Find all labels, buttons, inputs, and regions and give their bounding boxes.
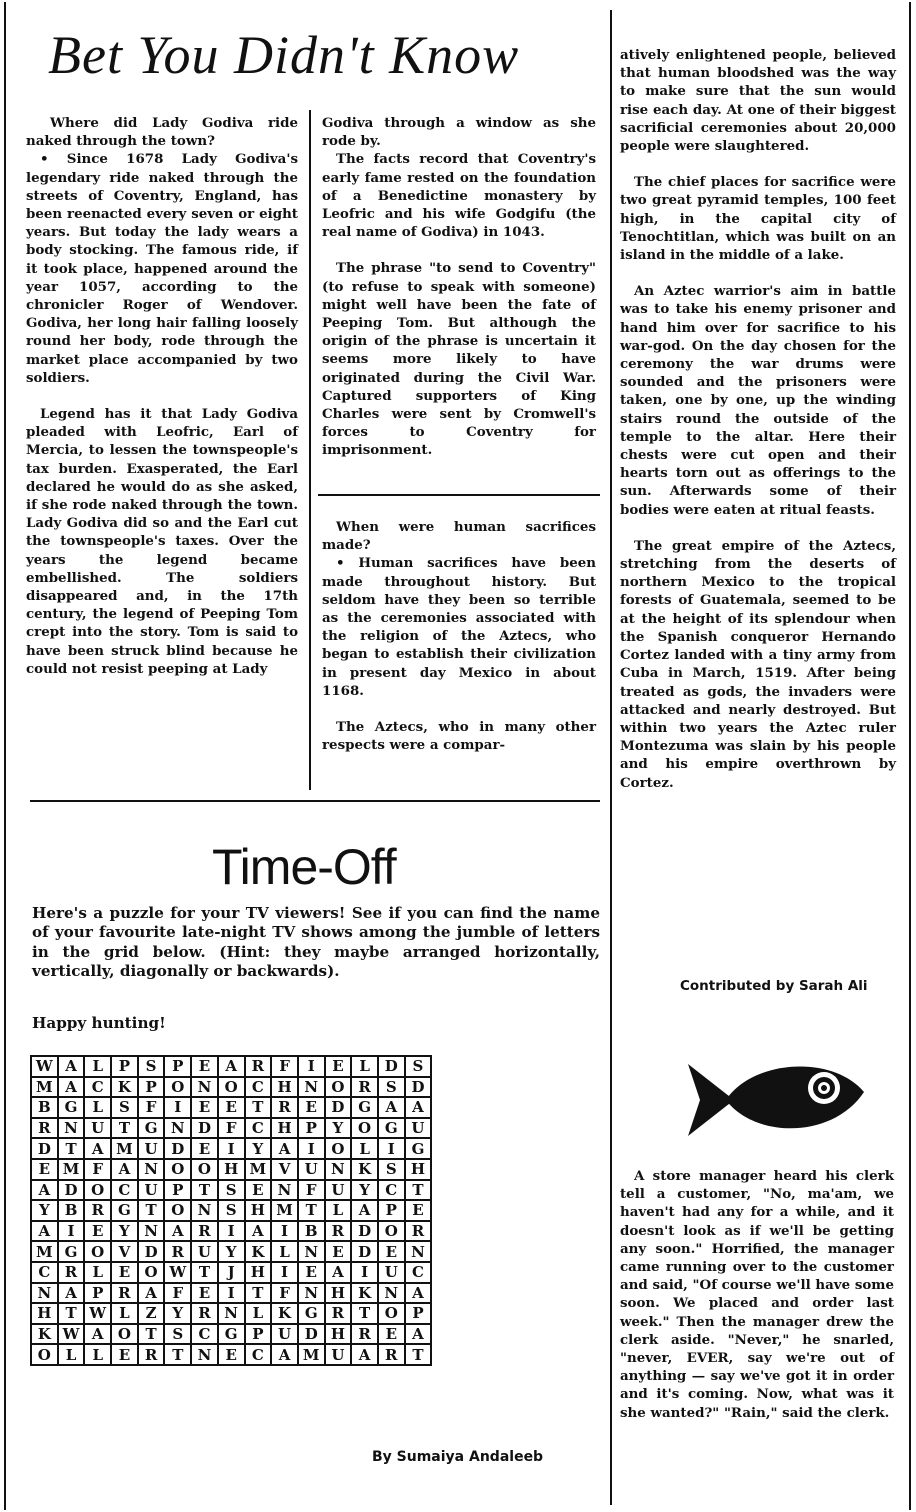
grid-cell: R <box>111 1283 138 1304</box>
grid-cell: T <box>405 1344 432 1365</box>
grid-cell: S <box>164 1324 191 1345</box>
grid-cell: E <box>298 1097 325 1118</box>
grid-cell: D <box>351 1221 378 1242</box>
grid-cell: K <box>271 1303 298 1324</box>
grid-cell: I <box>271 1221 298 1242</box>
grid-row <box>31 1159 431 1180</box>
grid-cell: O <box>164 1200 191 1221</box>
grid-cell: H <box>218 1159 245 1180</box>
grid-cell: R <box>325 1221 352 1242</box>
grid-cell: E <box>191 1097 218 1118</box>
grid-cell: I <box>271 1262 298 1283</box>
grid-cell: U <box>138 1138 165 1159</box>
grid-cell: O <box>191 1159 218 1180</box>
grid-cell: O <box>351 1118 378 1139</box>
grid-cell: E <box>405 1200 432 1221</box>
grid-cell: A <box>164 1221 191 1242</box>
grid-cell: O <box>84 1180 111 1201</box>
article-title: Bet You Didn't Know <box>48 25 520 85</box>
grid-cell: D <box>164 1138 191 1159</box>
question-aztecs: When were human sacrifices made? <box>322 519 596 554</box>
joke-column <box>620 1167 894 1422</box>
grid-cell: F <box>271 1283 298 1304</box>
grid-cell: P <box>164 1180 191 1201</box>
grid-cell: H <box>271 1118 298 1139</box>
grid-cell: W <box>164 1262 191 1283</box>
grid-cell: E <box>191 1283 218 1304</box>
paragraph: The facts record that Coventry's early fame rested on the foundation of a Benedictine monastery by Leofric and his wife Godgifu (the real name of Godiva) in 1043. <box>322 151 596 241</box>
contributor-credit: Contributed by Sarah Ali <box>680 978 868 994</box>
grid-cell: P <box>245 1324 272 1345</box>
grid-cell: I <box>218 1138 245 1159</box>
grid-row <box>31 1241 431 1262</box>
grid-cell: P <box>405 1303 432 1324</box>
grid-row <box>31 1303 431 1324</box>
grid-cell: A <box>245 1221 272 1242</box>
grid-cell: R <box>325 1303 352 1324</box>
grid-row <box>31 1097 431 1118</box>
grid-cell: P <box>298 1118 325 1139</box>
grid-cell: A <box>405 1324 432 1345</box>
grid-cell: T <box>138 1200 165 1221</box>
grid-cell: P <box>138 1077 165 1098</box>
grid-cell: I <box>218 1283 245 1304</box>
grid-cell: U <box>325 1180 352 1201</box>
grid-cell: C <box>111 1180 138 1201</box>
grid-cell: O <box>218 1077 245 1098</box>
grid-cell: S <box>405 1056 432 1077</box>
grid-row <box>31 1200 431 1221</box>
grid-cell: C <box>245 1344 272 1365</box>
grid-cell: D <box>58 1180 85 1201</box>
grid-cell: W <box>31 1056 58 1077</box>
grid-cell: O <box>378 1303 405 1324</box>
paragraph: • Human sacrifices have been made throughout history. But seldom have they been so terrible as the ceremonies associated with the religion of the Aztecs, who began to establish their civilization in present day Mexico in about 1168. <box>322 555 596 699</box>
column-divider-right <box>610 10 612 1505</box>
grid-cell: R <box>191 1303 218 1324</box>
grid-cell: C <box>405 1262 432 1283</box>
grid-row <box>31 1262 431 1283</box>
grid-cell: C <box>191 1324 218 1345</box>
grid-cell: G <box>58 1097 85 1118</box>
fish-illustration <box>682 1052 868 1148</box>
grid-cell: T <box>138 1324 165 1345</box>
grid-row <box>31 1324 431 1345</box>
grid-cell: A <box>58 1283 85 1304</box>
grid-cell: A <box>351 1344 378 1365</box>
grid-cell: P <box>378 1200 405 1221</box>
grid-cell: L <box>84 1056 111 1077</box>
grid-cell: A <box>271 1138 298 1159</box>
grid-cell: Y <box>111 1221 138 1242</box>
grid-row <box>31 1118 431 1139</box>
grid-cell: N <box>138 1221 165 1242</box>
grid-cell: G <box>138 1118 165 1139</box>
grid-cell: D <box>405 1077 432 1098</box>
grid-cell: S <box>378 1077 405 1098</box>
grid-cell: W <box>58 1324 85 1345</box>
article-column-2-top <box>322 114 596 478</box>
grid-cell: H <box>245 1262 272 1283</box>
grid-cell: R <box>351 1077 378 1098</box>
grid-cell: M <box>58 1159 85 1180</box>
grid-cell: E <box>111 1262 138 1283</box>
grid-cell: L <box>325 1200 352 1221</box>
grid-cell: G <box>298 1303 325 1324</box>
grid-cell: D <box>325 1097 352 1118</box>
paragraph: The great empire of the Aztecs, stretching from the deserts of northern Mexico to the tropical forests of Guatemala, seemed to be at the height of its splendour when the Spanish conqueror Hernando Cortez landed with a tiny army from Cuba in March, 1519. After being treated as gods, the invaders were attacked and nearly destroyed. But within two years the Aztec ruler Montezuma was slain by his people and his empire overthrown by Cortez. <box>620 537 896 791</box>
grid-cell: G <box>58 1241 85 1262</box>
grid-cell: L <box>271 1241 298 1262</box>
grid-cell: M <box>298 1344 325 1365</box>
grid-cell: T <box>245 1097 272 1118</box>
question-godiva: Where did Lady Godiva ride naked through the town? <box>26 115 298 150</box>
grid-cell: A <box>31 1180 58 1201</box>
grid-cell: O <box>84 1241 111 1262</box>
grid-cell: R <box>58 1262 85 1283</box>
grid-cell: R <box>84 1200 111 1221</box>
grid-row <box>31 1180 431 1201</box>
grid-cell: E <box>31 1159 58 1180</box>
grid-cell: T <box>351 1303 378 1324</box>
grid-cell: F <box>218 1118 245 1139</box>
grid-cell: H <box>325 1324 352 1345</box>
article-column-3 <box>620 46 896 810</box>
grid-cell: Y <box>325 1118 352 1139</box>
column-divider-left <box>309 110 311 790</box>
grid-cell: D <box>351 1241 378 1262</box>
grid-cell: F <box>164 1283 191 1304</box>
grid-cell: W <box>84 1303 111 1324</box>
grid-cell: I <box>351 1262 378 1283</box>
grid-cell: N <box>58 1118 85 1139</box>
grid-cell: R <box>378 1344 405 1365</box>
grid-cell: E <box>84 1221 111 1242</box>
grid-cell: M <box>111 1138 138 1159</box>
grid-cell: R <box>191 1221 218 1242</box>
grid-cell: Y <box>351 1180 378 1201</box>
grid-cell: C <box>378 1180 405 1201</box>
grid-cell: I <box>298 1056 325 1077</box>
grid-cell: H <box>31 1303 58 1324</box>
grid-cell: L <box>351 1056 378 1077</box>
grid-cell: U <box>405 1118 432 1139</box>
grid-cell: A <box>58 1077 85 1098</box>
grid-cell: L <box>84 1344 111 1365</box>
grid-cell: Y <box>218 1241 245 1262</box>
grid-cell: C <box>31 1262 58 1283</box>
grid-cell: A <box>405 1097 432 1118</box>
grid-cell: B <box>31 1097 58 1118</box>
grid-cell: N <box>271 1180 298 1201</box>
grid-cell: E <box>378 1324 405 1345</box>
grid-row <box>31 1138 431 1159</box>
grid-cell: I <box>218 1221 245 1242</box>
grid-cell: H <box>325 1283 352 1304</box>
grid-cell: V <box>111 1241 138 1262</box>
grid-cell: T <box>58 1303 85 1324</box>
grid-cell: A <box>218 1056 245 1077</box>
grid-cell: N <box>378 1283 405 1304</box>
grid-cell: N <box>138 1159 165 1180</box>
grid-cell: R <box>31 1118 58 1139</box>
grid-cell: Y <box>245 1138 272 1159</box>
grid-cell: E <box>325 1241 352 1262</box>
grid-cell: E <box>191 1138 218 1159</box>
grid-cell: O <box>164 1077 191 1098</box>
grid-cell: A <box>271 1344 298 1365</box>
paragraph: The chief places for sacrifice were two great pyramid temples, 100 feet high, in the capital city of Tenochtitlan, which was built on an island in the middle of a lake. <box>620 174 896 264</box>
grid-cell: G <box>405 1138 432 1159</box>
puzzle-intro: Here's a puzzle for your TV viewers! See if you can find the name of your favourite late-night TV shows among the jumble of letters in the grid below. (Hint: they maybe arranged horizontally, vertically, diagonally or backwards). <box>32 904 600 981</box>
grid-cell: U <box>378 1262 405 1283</box>
grid-cell: E <box>298 1262 325 1283</box>
grid-cell: E <box>218 1097 245 1118</box>
grid-cell: U <box>138 1180 165 1201</box>
grid-cell: N <box>298 1241 325 1262</box>
grid-cell: D <box>191 1118 218 1139</box>
grid-cell: R <box>351 1324 378 1345</box>
grid-row <box>31 1077 431 1098</box>
grid-cell: Z <box>138 1303 165 1324</box>
grid-row <box>31 1283 431 1304</box>
grid-cell: O <box>111 1324 138 1345</box>
grid-cell: A <box>58 1056 85 1077</box>
grid-cell: L <box>84 1097 111 1118</box>
paragraph: An Aztec warrior's aim in battle was to take his enemy prisoner and hand him over for sacrifice to his war-god. On the day chosen for the ceremony the war drums were sounded and the prisoners were taken, one by one, up the winding stairs round the outside of the temple to the altar. Here their chests were cut open and their hearts torn out as offerings to the sun. Afterwards some of their bodies were eaten at ritual feasts. <box>620 283 896 518</box>
puzzle-byline: By Sumaiya Andaleeb <box>372 1449 544 1465</box>
grid-cell: P <box>111 1056 138 1077</box>
grid-cell: C <box>245 1077 272 1098</box>
grid-cell: D <box>298 1324 325 1345</box>
grid-cell: U <box>84 1118 111 1139</box>
grid-cell: S <box>218 1180 245 1201</box>
grid-cell: K <box>351 1159 378 1180</box>
grid-cell: N <box>191 1077 218 1098</box>
grid-cell: A <box>84 1138 111 1159</box>
grid-cell: E <box>218 1344 245 1365</box>
grid-cell: Y <box>164 1303 191 1324</box>
grid-cell: T <box>298 1200 325 1221</box>
grid-cell: E <box>245 1180 272 1201</box>
grid-cell: R <box>138 1344 165 1365</box>
grid-cell: D <box>378 1056 405 1077</box>
grid-cell: N <box>191 1200 218 1221</box>
article-column-2-bottom <box>322 518 596 772</box>
grid-cell: E <box>325 1056 352 1077</box>
grid-cell: K <box>111 1077 138 1098</box>
grid-cell: F <box>138 1097 165 1118</box>
grid-cell: A <box>138 1283 165 1304</box>
grid-cell: R <box>164 1241 191 1262</box>
grid-cell: A <box>351 1200 378 1221</box>
grid-cell: B <box>298 1221 325 1242</box>
grid-cell: U <box>191 1241 218 1262</box>
grid-cell: I <box>58 1221 85 1242</box>
grid-cell: L <box>58 1344 85 1365</box>
grid-cell: D <box>138 1241 165 1262</box>
grid-cell: T <box>58 1138 85 1159</box>
grid-cell: N <box>218 1303 245 1324</box>
grid-cell: N <box>405 1241 432 1262</box>
grid-cell: L <box>351 1138 378 1159</box>
grid-cell: C <box>84 1077 111 1098</box>
grid-cell: U <box>325 1344 352 1365</box>
paragraph: The phrase "to send to Coventry" (to refuse to speak with someone) might well have been the fate of Peeping Tom. But although the origin of the phrase is uncertain it seems more likely to have originated during the Civil War. Captured supporters of King Charles were sent by Cromwell's forces to Coventry for imprisonment. <box>322 260 596 459</box>
grid-cell: V <box>271 1159 298 1180</box>
grid-cell: S <box>111 1097 138 1118</box>
grid-cell: T <box>191 1180 218 1201</box>
grid-cell: K <box>351 1283 378 1304</box>
left-border <box>4 2 6 1510</box>
grid-cell: P <box>84 1283 111 1304</box>
grid-cell: Y <box>31 1200 58 1221</box>
grid-cell: O <box>164 1159 191 1180</box>
grid-cell: G <box>351 1097 378 1118</box>
grid-cell: F <box>271 1056 298 1077</box>
grid-cell: E <box>111 1344 138 1365</box>
grid-cell: K <box>245 1241 272 1262</box>
grid-cell: E <box>191 1056 218 1077</box>
item-divider <box>318 494 600 496</box>
grid-row <box>31 1344 431 1365</box>
grid-cell: D <box>31 1138 58 1159</box>
grid-cell: L <box>245 1303 272 1324</box>
fish-body-icon <box>726 1067 864 1129</box>
right-border <box>909 2 911 1510</box>
grid-cell: I <box>164 1097 191 1118</box>
grid-cell: A <box>405 1283 432 1304</box>
grid-cell: L <box>84 1262 111 1283</box>
word-search-grid <box>30 1055 432 1366</box>
grid-cell: P <box>164 1056 191 1077</box>
grid-cell: H <box>405 1159 432 1180</box>
joke-text: A store manager heard his clerk tell a customer, "No, ma'am, we haven't had any for a while, and it doesn't look as if we'll be getting any soon." Horrified, the manager came running over to the customer and said, "Of course we'll have some soon. We placed and order last week." Then the manager drew the clerk aside. "Never," he snarled, "never, EVER, say we're out of anything — say we've got it in order and it's coming. Now, what was it she wanted?" "Rain," said the clerk. <box>620 1168 894 1421</box>
grid-cell: A <box>325 1262 352 1283</box>
grid-row <box>31 1056 431 1077</box>
grid-cell: M <box>31 1077 58 1098</box>
grid-cell: H <box>245 1200 272 1221</box>
paragraph: The Aztecs, who in many other respects were a compar- <box>322 719 596 754</box>
grid-cell: N <box>298 1283 325 1304</box>
grid-cell: R <box>245 1056 272 1077</box>
grid-cell: T <box>245 1283 272 1304</box>
grid-cell: A <box>111 1159 138 1180</box>
grid-cell: G <box>378 1118 405 1139</box>
grid-cell: O <box>31 1344 58 1365</box>
grid-cell: J <box>218 1262 245 1283</box>
grid-cell: T <box>405 1180 432 1201</box>
grid-cell: A <box>378 1097 405 1118</box>
grid-cell: U <box>271 1324 298 1345</box>
grid-cell: T <box>111 1118 138 1139</box>
grid-cell: F <box>298 1180 325 1201</box>
paragraph: Legend has it that Lady Godiva pleaded with Leofric, Earl of Mercia, to lessen the townspeople's tax burden. Exasperated, the Earl declared he would do as she asked, if she rode naked through the town. Lady Godiva did so and the Earl cut the townspeople's taxes. Over the years the legend became embellished. The soldiers disappeared and, in the 17th century, the legend of Peeping Tom crept into the story. Tom is said to have been struck blind because he could not resist peeping at Lady <box>26 406 298 677</box>
grid-cell: O <box>325 1077 352 1098</box>
grid-cell: L <box>111 1303 138 1324</box>
grid-cell: I <box>378 1138 405 1159</box>
grid-cell: C <box>245 1118 272 1139</box>
grid-cell: O <box>378 1221 405 1242</box>
grid-cell: G <box>111 1200 138 1221</box>
grid-cell: N <box>325 1159 352 1180</box>
grid-cell: S <box>218 1200 245 1221</box>
grid-row <box>31 1221 431 1242</box>
paragraph: atively enlightened people, believed that human bloodshed was the way to make sure that the sun would rise each day. At one of their biggest sacrificial ceremonies about 20,000 people were slaughtered. <box>620 47 896 155</box>
article-column-1 <box>26 114 298 696</box>
grid-cell: N <box>298 1077 325 1098</box>
grid-cell: N <box>191 1344 218 1365</box>
grid-cell: O <box>325 1138 352 1159</box>
grid-cell: M <box>245 1159 272 1180</box>
grid-cell: A <box>31 1221 58 1242</box>
puzzle-closing: Happy hunting! <box>32 1014 166 1032</box>
grid-cell: A <box>84 1324 111 1345</box>
grid-cell: U <box>298 1159 325 1180</box>
paragraph: Godiva through a window as she rode by. <box>322 115 596 150</box>
grid-cell: B <box>58 1200 85 1221</box>
grid-cell: M <box>31 1241 58 1262</box>
grid-cell: H <box>271 1077 298 1098</box>
grid-cell: M <box>271 1200 298 1221</box>
grid-cell: K <box>31 1324 58 1345</box>
puzzle-title: Time-Off <box>212 839 396 895</box>
grid-cell: S <box>378 1159 405 1180</box>
grid-cell: T <box>164 1344 191 1365</box>
grid-cell: N <box>164 1118 191 1139</box>
grid-cell: S <box>138 1056 165 1077</box>
grid-cell: T <box>191 1262 218 1283</box>
section-divider <box>30 800 600 802</box>
grid-cell: I <box>298 1138 325 1159</box>
grid-cell: N <box>31 1283 58 1304</box>
grid-cell: G <box>218 1324 245 1345</box>
grid-cell: F <box>84 1159 111 1180</box>
grid-cell: E <box>378 1241 405 1262</box>
grid-cell: R <box>271 1097 298 1118</box>
grid-cell: O <box>138 1262 165 1283</box>
paragraph: • Since 1678 Lady Godiva's legendary ride naked through the streets of Coventry, England, has been reenacted every seven or eight years. But today the lady wears a body stocking. The famous ride, if it took place, happened around the year 1057, according to the chronicler Roger of Wendover. Godiva, her long hair falling loosely round her body, rode through the market place accompanied by two soldiers. <box>26 151 298 386</box>
grid-cell: R <box>405 1221 432 1242</box>
